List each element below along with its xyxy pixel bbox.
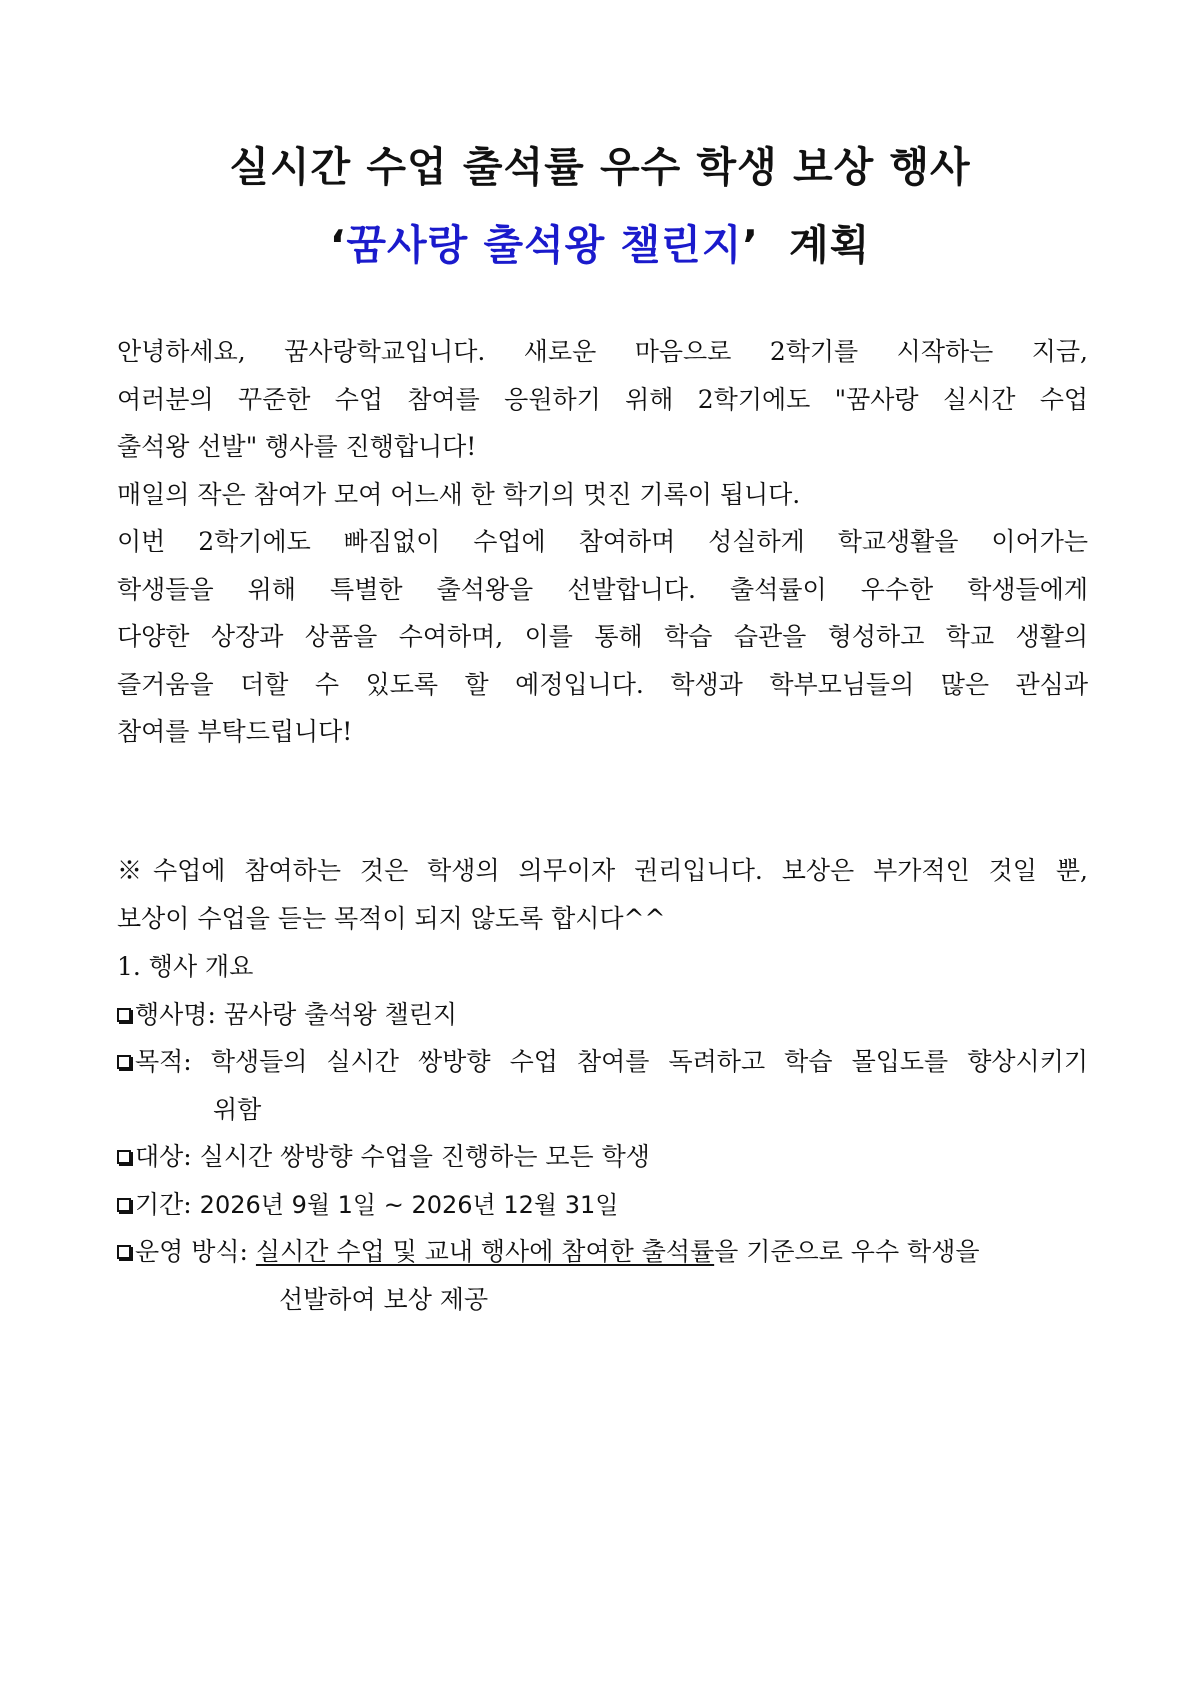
checkbox-bullet-icon bbox=[117, 1055, 131, 1069]
title-open-quote: ‘ bbox=[329, 221, 347, 269]
title-close-quote: ’ bbox=[742, 221, 759, 269]
item-value: 학생들의 실시간 쌍방향 수업 참여를 독려하고 학습 몰입도를 향상시키기 bbox=[210, 1047, 1089, 1076]
title-line-2 bbox=[0, 206, 1200, 284]
intro-line: 다양한 상장과 상품을 수여하며, 이를 통해 학습 습관을 형성하고 학교 생활의 bbox=[117, 622, 1088, 651]
item-label: 기간: bbox=[135, 1189, 200, 1219]
item-value: 2026년 9월 1일 ~ 2026년 12월 31일 bbox=[199, 1190, 619, 1219]
document-title bbox=[0, 128, 1200, 284]
intro-line: 매일의 작은 참여가 모여 어느새 한 학기의 멋진 기록이 됩니다. bbox=[117, 479, 801, 509]
item-label: 목적: bbox=[135, 1047, 211, 1076]
list-item-period bbox=[117, 1181, 1088, 1229]
item-label: 대상: bbox=[135, 1142, 200, 1171]
intro-line: 안녕하세요, 꿈사랑학교입니다. 새로운 마음으로 2학기를 시작하는 지금, bbox=[117, 337, 1088, 366]
notice-paragraph bbox=[117, 847, 1088, 942]
intro-line: 여러분의 꾸준한 수업 참여를 응원하기 위해 2학기에도 "꿈사랑 실시간 수업 bbox=[117, 384, 1088, 414]
title-highlight: 꿈사랑 출석왕 챌린지 bbox=[346, 221, 743, 269]
intro-line: 즐거움을 더할 수 있도록 할 예정입니다. 학생과 학부모님들의 많은 관심과 bbox=[117, 669, 1088, 699]
event-outline-section bbox=[117, 943, 1088, 1323]
list-item-target bbox=[117, 1133, 1088, 1181]
notice-line: ※수업에 참여하는 것은 학생의 의무이자 권리입니다. 보상은 부가적인 것일 뿐, bbox=[117, 856, 1088, 885]
intro-line: 참여를 부탁드립니다! bbox=[117, 717, 353, 746]
intro-paragraph bbox=[117, 328, 1088, 756]
notice-line: 보상이 수업을 듣는 목적이 되지 않도록 합시다^^ bbox=[117, 903, 666, 933]
list-item-event-name bbox=[117, 991, 1088, 1039]
item-value-continued: 선발하여 보상 제공 bbox=[279, 1284, 489, 1314]
section-heading: 1. 행사 개요 bbox=[117, 952, 254, 981]
checkbox-bullet-icon bbox=[117, 1008, 131, 1022]
item-value-continued: 위함 bbox=[213, 1094, 262, 1124]
item-label: 행사명: bbox=[135, 999, 224, 1029]
checkbox-bullet-icon bbox=[117, 1150, 131, 1164]
intro-line: 이번 2학기에도 빠짐없이 수업에 참여하며 성실하게 학교생활을 이어가는 bbox=[117, 527, 1088, 556]
item-value: 을 기준으로 우수 학생을 bbox=[714, 1237, 980, 1266]
item-value: 실시간 쌍방향 수업을 진행하는 모든 학생 bbox=[199, 1142, 650, 1171]
intro-line: 출석왕 선발" 행사를 진행합니다! bbox=[117, 432, 477, 461]
list-item-method bbox=[117, 1228, 1088, 1276]
item-value: 꿈사랑 출석왕 챌린지 bbox=[223, 999, 458, 1029]
item-label: 운영 방식: bbox=[135, 1237, 256, 1266]
intro-line: 학생들을 위해 특별한 출석왕을 선발합니다. 출석률이 우수한 학생들에게 bbox=[117, 574, 1088, 604]
checkbox-bullet-icon bbox=[117, 1198, 131, 1212]
checkbox-bullet-icon bbox=[117, 1245, 131, 1259]
list-item-purpose bbox=[117, 1038, 1088, 1086]
title-line-1: 실시간 수업 출석률 우수 학생 보상 행사 bbox=[229, 143, 971, 191]
item-value-underlined: 실시간 수업 및 교내 행사에 참여한 출석률 bbox=[255, 1237, 715, 1266]
title-suffix: 계획 bbox=[788, 221, 871, 269]
